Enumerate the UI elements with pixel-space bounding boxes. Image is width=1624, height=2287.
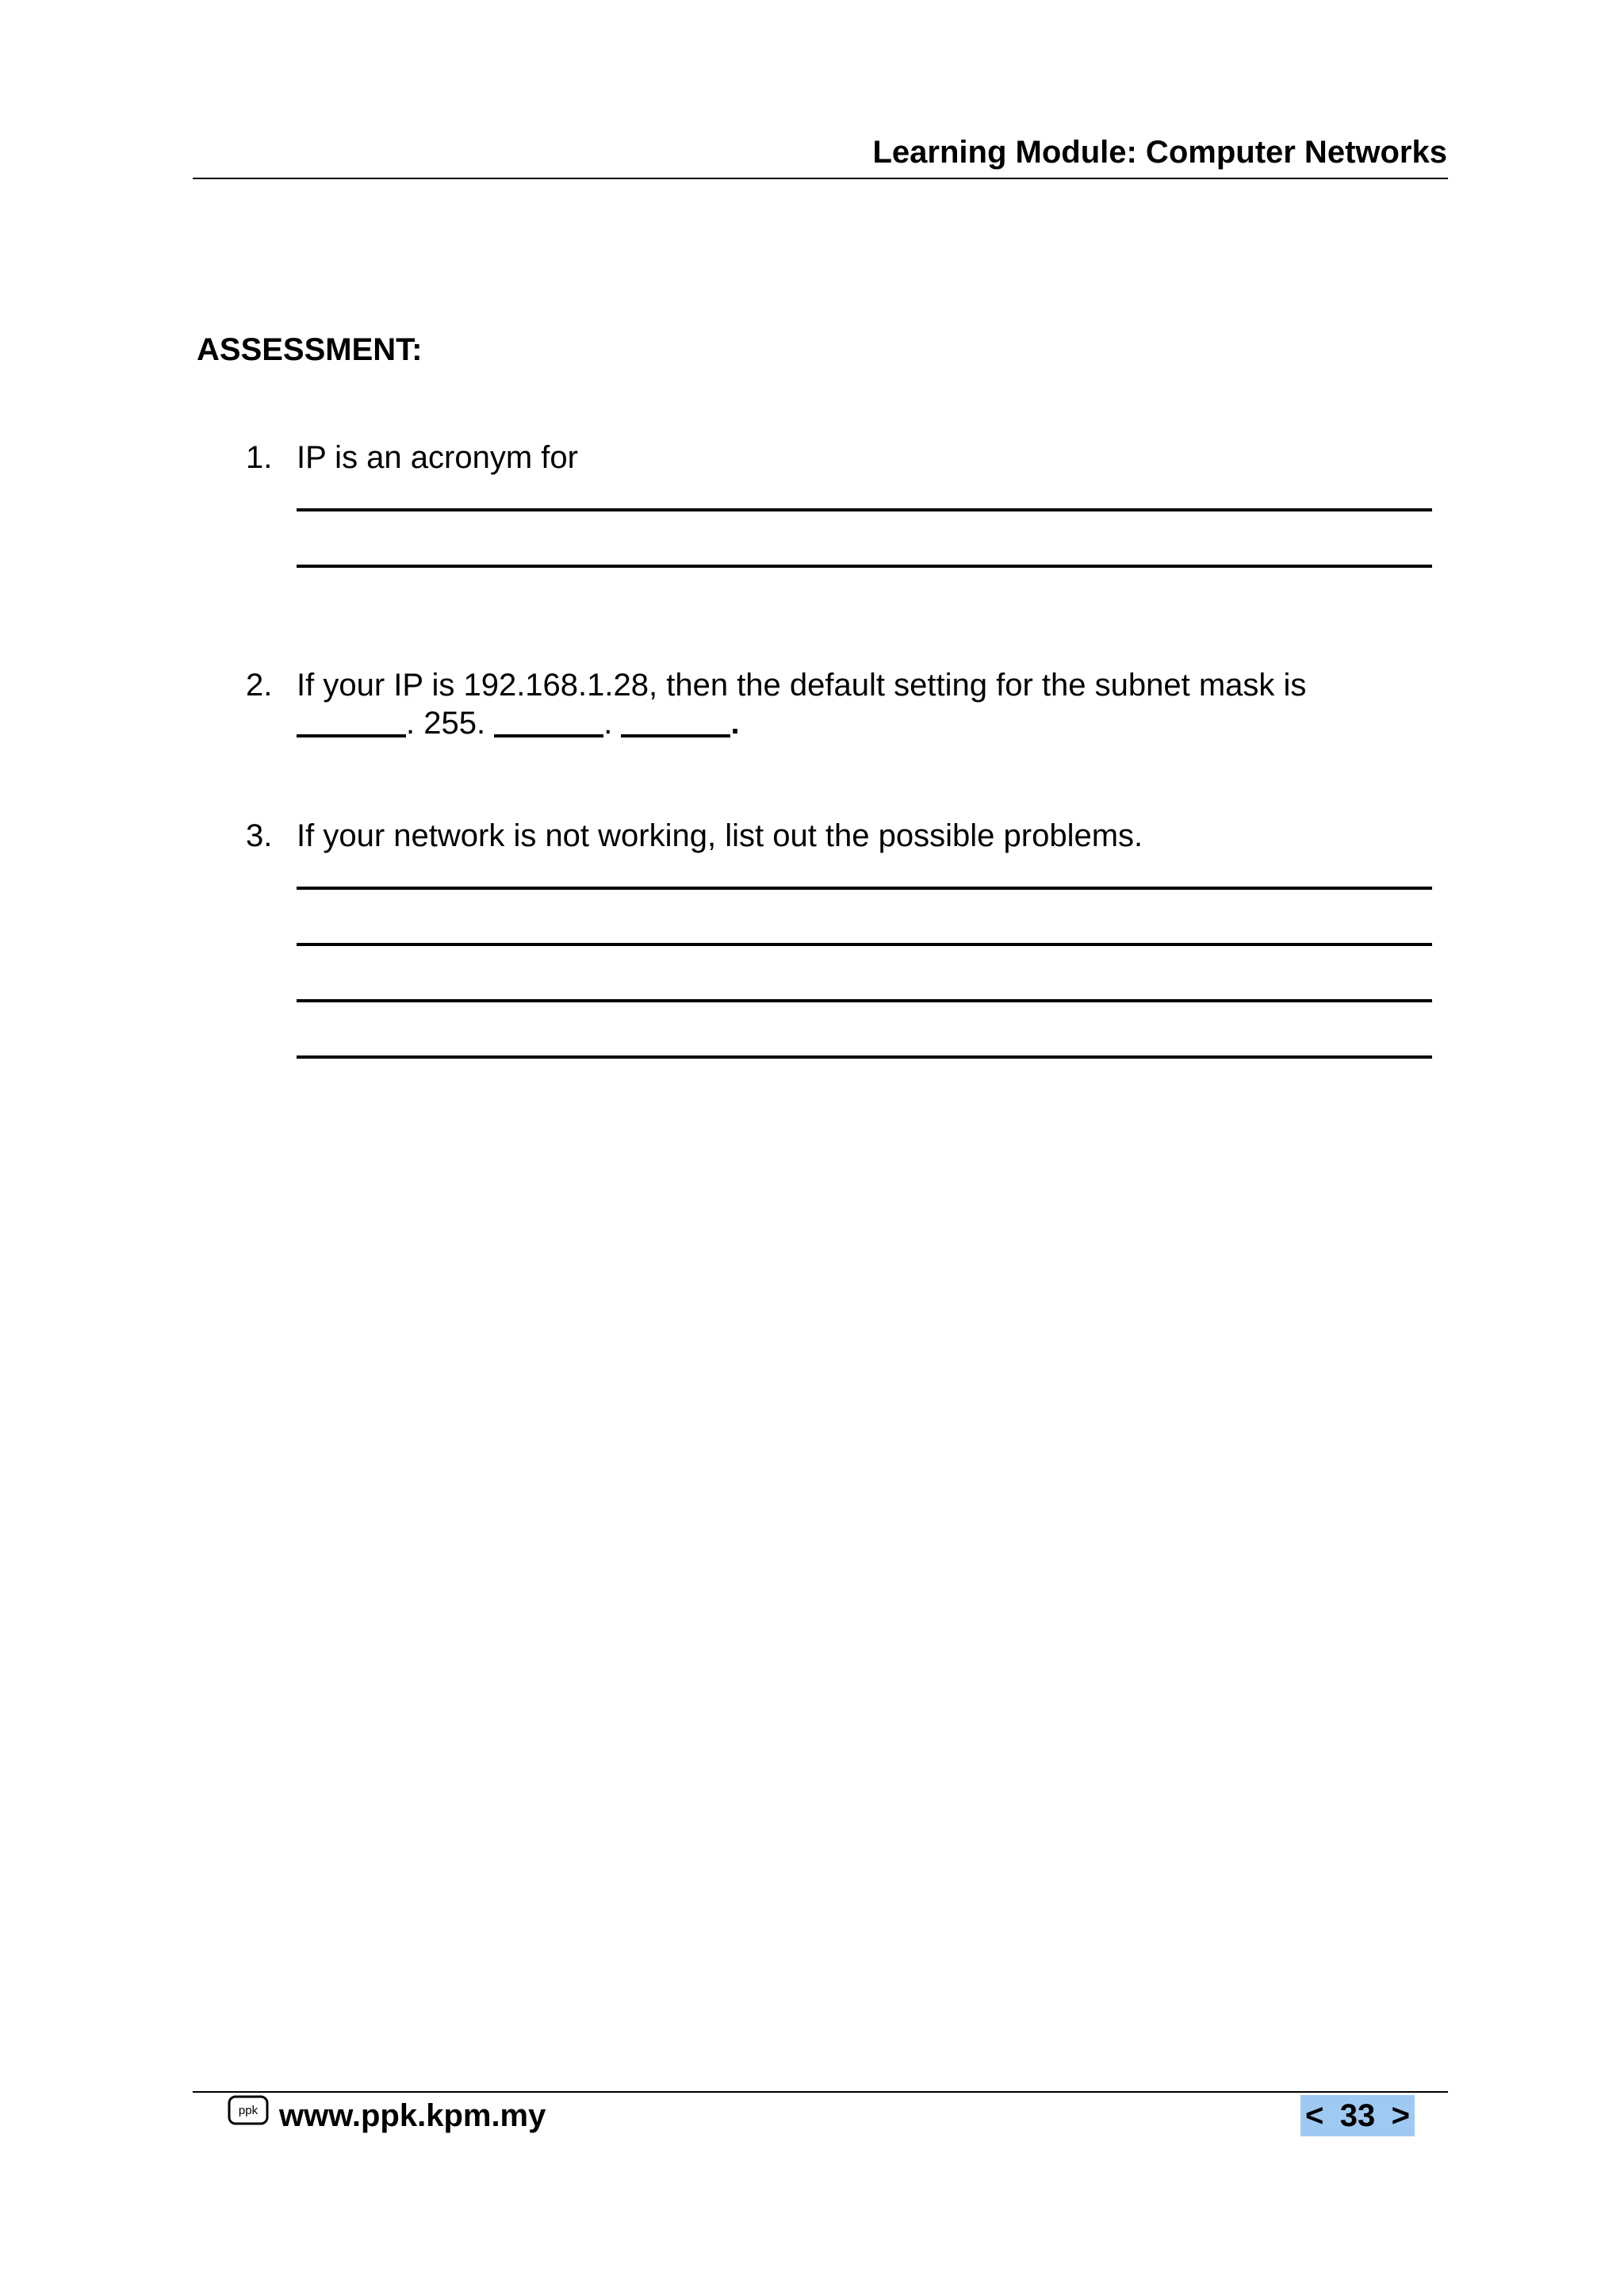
question-1-answer-line-1[interactable] (297, 508, 1432, 511)
footer-website-link[interactable]: www.ppk.kpm.my (279, 2098, 546, 2133)
subnet-mask-blank-2[interactable] (494, 704, 603, 737)
subnet-mask-blank-1[interactable] (297, 704, 406, 737)
question-2-text: If your IP is 192.168.1.28, then the default setting for the subnet mask is (297, 668, 1307, 703)
header-divider (193, 178, 1448, 179)
page-navigation (1300, 2095, 1415, 2136)
ppk-logo-text: ppk (238, 2104, 259, 2117)
question-3-answer-line-2[interactable] (297, 943, 1432, 946)
question-1-number: 1. (246, 440, 273, 475)
previous-page-button[interactable]: < (1305, 2098, 1324, 2133)
question-2-number: 2. (246, 668, 273, 703)
subnet-mask-separator: . (603, 706, 613, 741)
question-3-answer-line-4[interactable] (297, 1055, 1432, 1059)
question-3-number: 3. (246, 818, 273, 853)
section-heading: ASSESSMENT: (197, 332, 423, 367)
question-1-text: IP is an acronym for (297, 440, 578, 475)
question-3-answer-line-3[interactable] (297, 999, 1432, 1002)
next-page-button[interactable]: > (1391, 2098, 1410, 2133)
question-1-answer-line-2[interactable] (297, 565, 1432, 568)
subnet-mask-end-dot: . (730, 706, 740, 741)
ppk-logo-icon (228, 2095, 269, 2125)
subnet-mask-row (297, 704, 740, 742)
question-3-text: If your network is not working, list out the possible problems. (297, 818, 1143, 853)
subnet-mask-blank-3[interactable] (621, 704, 730, 737)
footer-divider (193, 2091, 1448, 2093)
question-3-answer-line-1[interactable] (297, 887, 1432, 890)
page-header-title: Learning Module: Computer Networks (872, 135, 1447, 170)
page-number: 33 (1339, 2098, 1376, 2133)
subnet-mask-fixed-octet: . 255. (406, 706, 486, 741)
